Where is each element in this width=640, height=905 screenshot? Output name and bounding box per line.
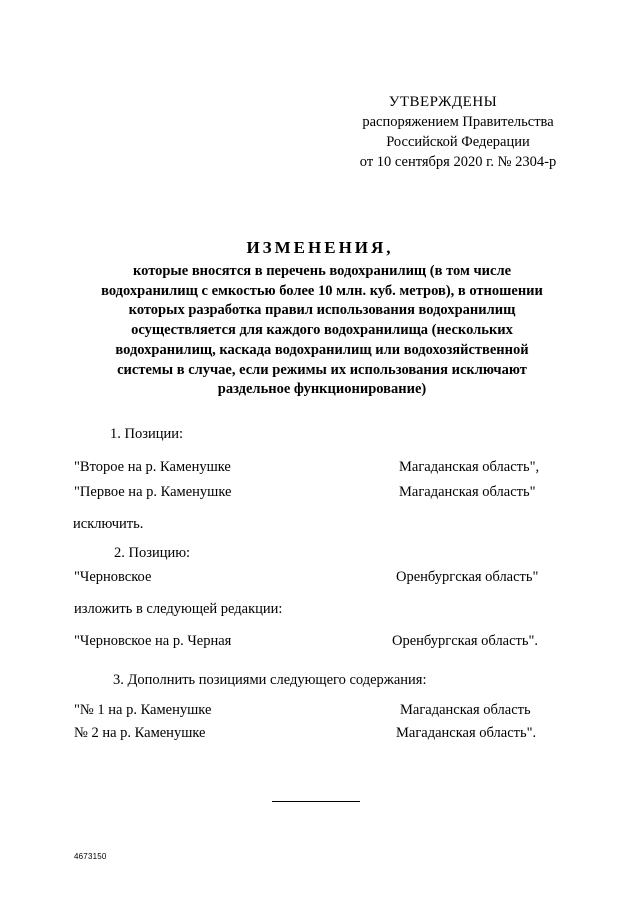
approval-line-3: от 10 сентября 2020 г. № 2304-р <box>359 154 557 170</box>
region-name: Оренбургская область". <box>392 633 539 649</box>
closing-rule <box>272 801 360 802</box>
section-1-heading: 1. Позиции: <box>110 426 184 442</box>
approval-line-1: распоряжением Правительства <box>362 114 554 130</box>
section-3-heading: 3. Дополнить позициями следующего содержания: <box>113 672 427 688</box>
reservoir-name: "№ 1 на р. Каменушке <box>74 702 212 718</box>
region-name: Магаданская область <box>400 702 531 718</box>
reservoir-name: "Черновское на р. Черная <box>74 633 232 649</box>
subtitle-line: раздельное функционирование) <box>217 381 427 398</box>
document-title: ИЗМЕНЕНИЯ, <box>246 238 394 257</box>
section-1-action: исключить. <box>73 516 144 532</box>
approval-block <box>338 92 578 172</box>
table-row <box>74 724 554 742</box>
reservoir-name: "Второе на р. Каменушке <box>74 459 231 475</box>
region-name: Магаданская область", <box>399 459 540 475</box>
subtitle-line: водохранилищ, каскада водохранилищ или водохозяйственной <box>115 341 529 358</box>
subtitle-line: которых разработка правил использования водохранилищ <box>128 302 516 319</box>
approval-line-2: Российской Федерации <box>386 134 530 150</box>
document-subtitle <box>72 262 572 400</box>
table-row <box>74 458 554 476</box>
table-row <box>74 483 554 501</box>
region-name: Оренбургская область" <box>396 569 539 585</box>
table-row <box>74 568 554 586</box>
subtitle-line: которые вносятся в перечень водохранилищ (в том числе <box>132 263 512 279</box>
region-name: Магаданская область". <box>396 725 537 741</box>
reservoir-name: "Черновское <box>74 569 152 585</box>
section-2-heading: 2. Позицию: <box>114 545 191 561</box>
table-row <box>74 701 554 719</box>
subtitle-line: осуществляется для каждого водохранилища (нескольких <box>131 322 513 339</box>
subtitle-line: системы в случае, если режимы их использования исключают <box>117 361 527 378</box>
section-2-action: изложить в следующей редакции: <box>74 601 283 617</box>
approval-title: УТВЕРЖДЕНЫ <box>388 94 498 110</box>
document-code: 4673150 <box>74 852 107 861</box>
reservoir-name: "Первое на р. Каменушке <box>74 484 232 500</box>
subtitle-line: водохранилищ с емкостью более 10 млн. куб. метров), в отношении <box>101 282 543 299</box>
table-row <box>74 632 554 650</box>
region-name: Магаданская область" <box>399 484 536 500</box>
reservoir-name: № 2 на р. Каменушке <box>74 725 206 741</box>
